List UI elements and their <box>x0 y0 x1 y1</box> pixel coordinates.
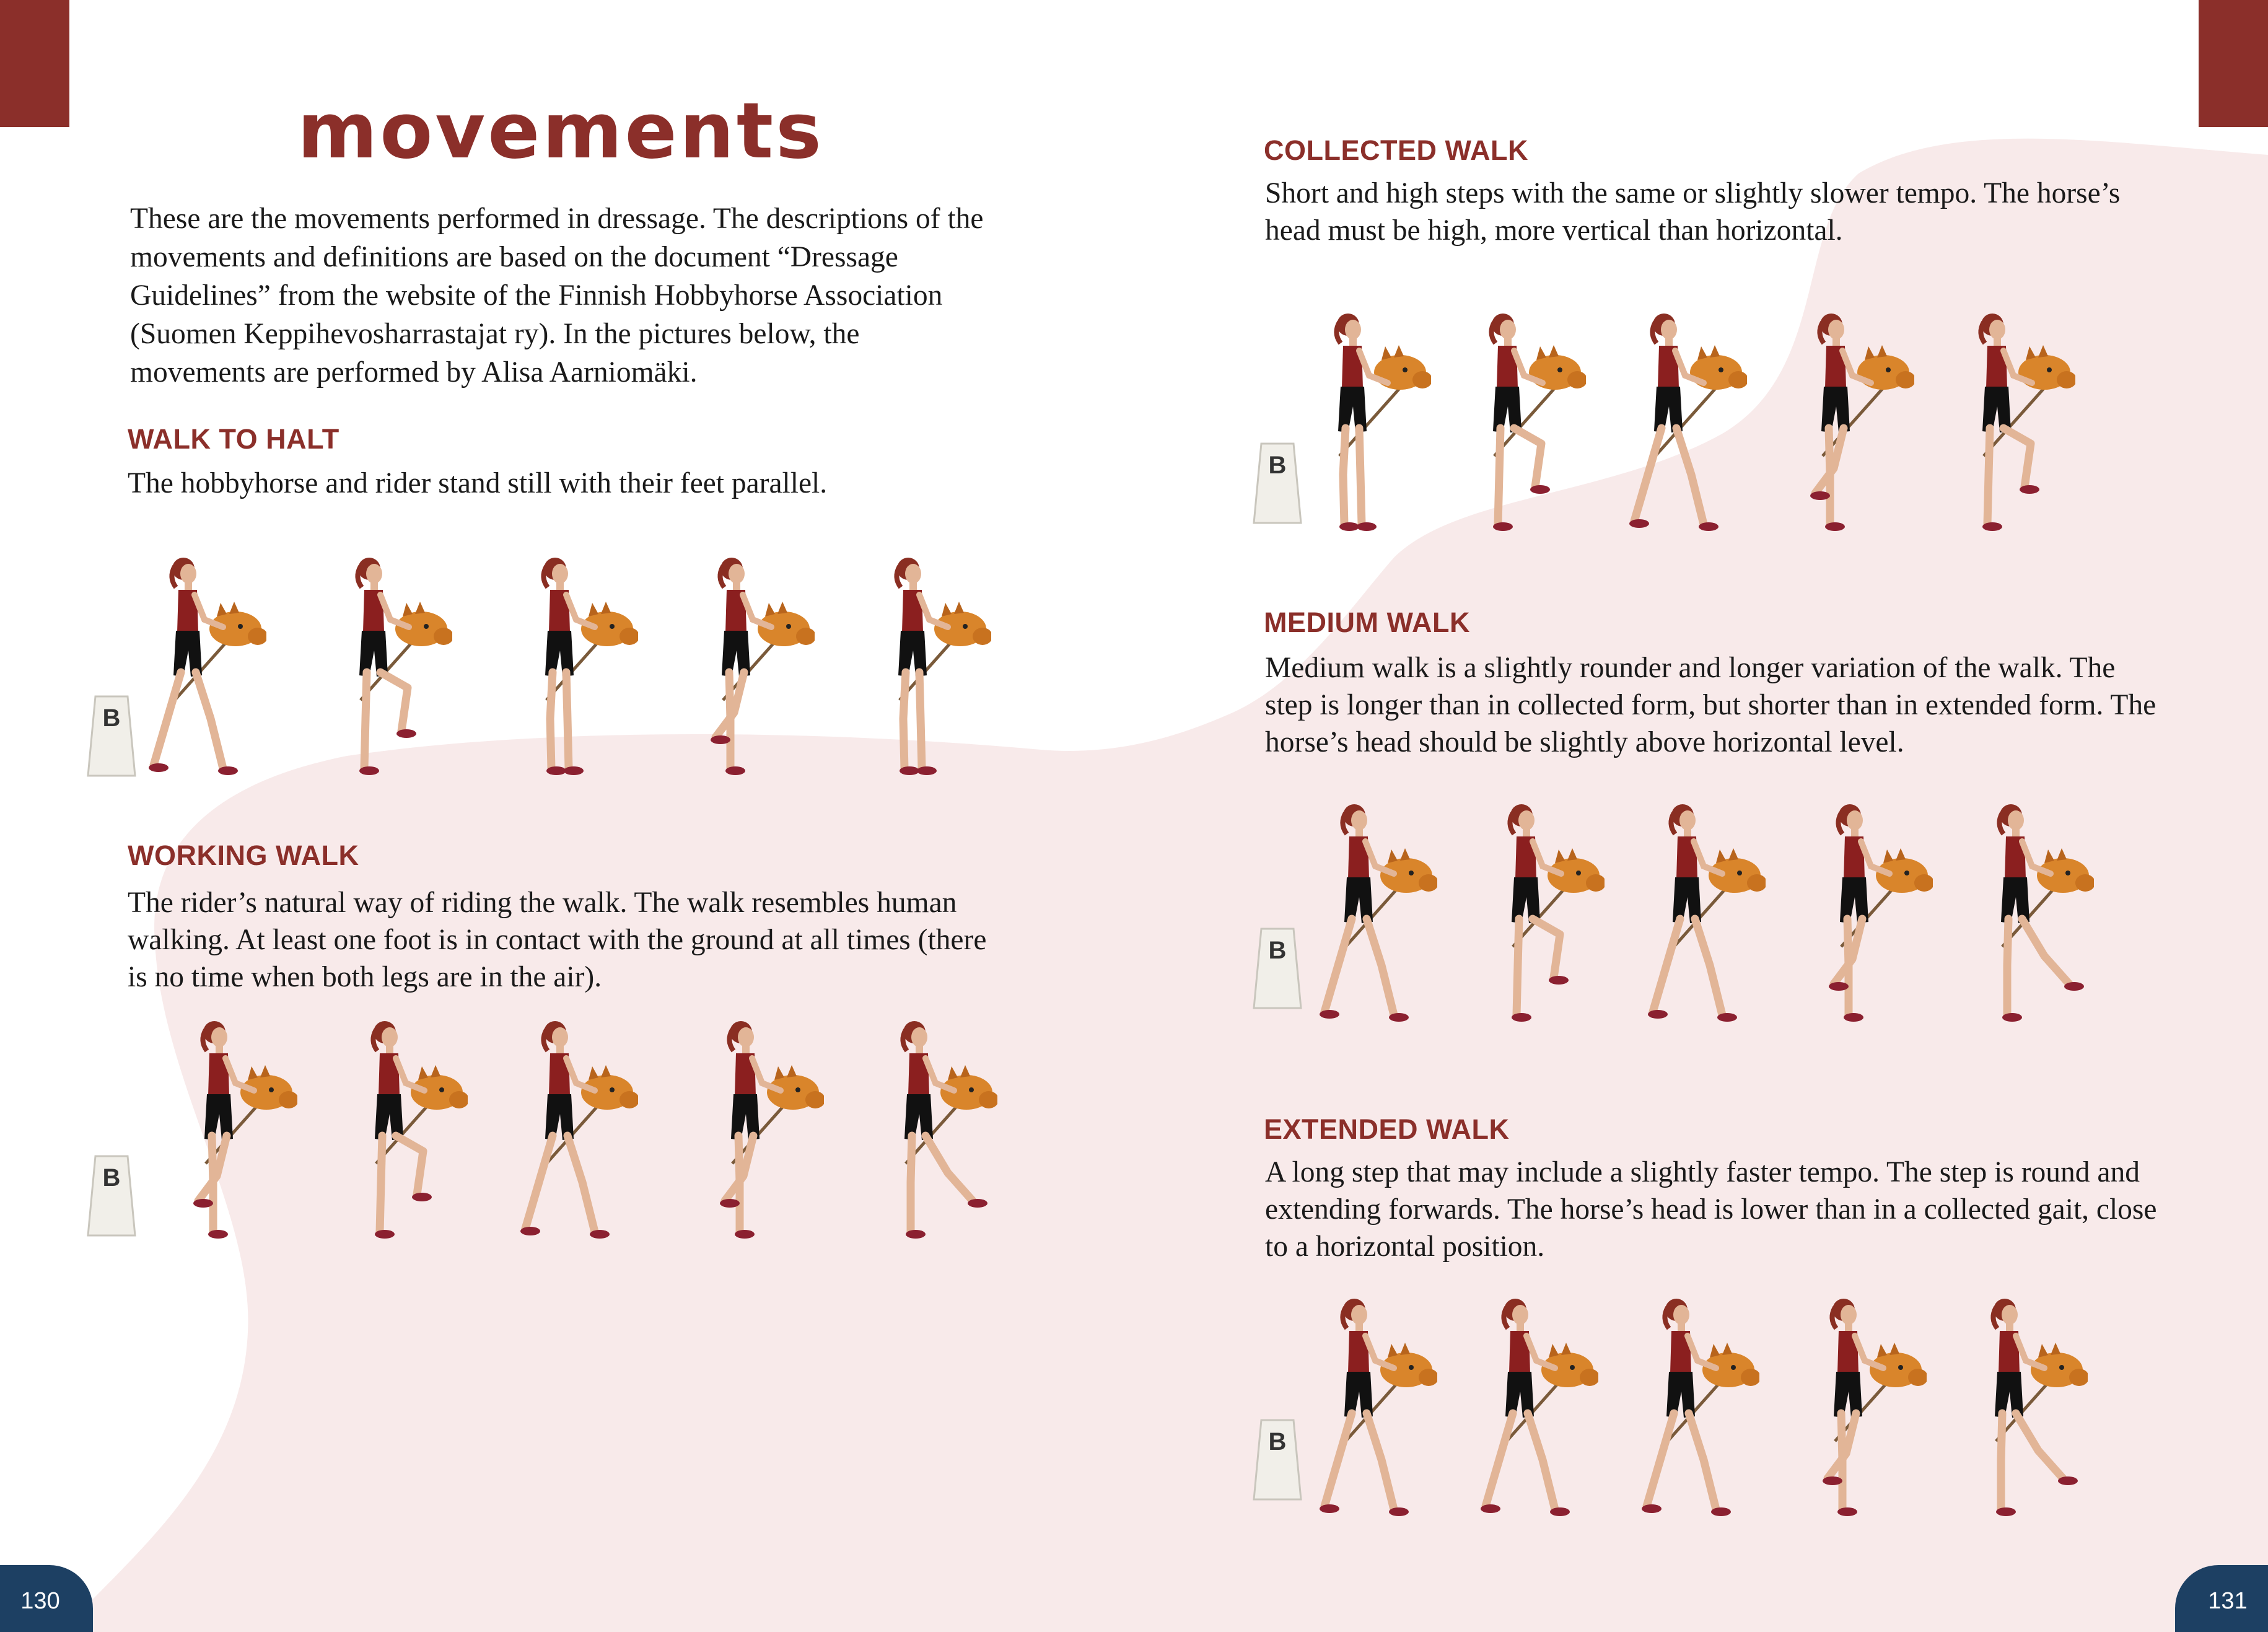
heading-collected-walk: COLLECTED WALK <box>1264 134 1528 166</box>
heading-extended-walk: EXTENDED WALK <box>1264 1113 1510 1145</box>
heading-medium-walk: MEDIUM WALK <box>1264 607 1470 638</box>
rider-figure <box>1790 307 1914 540</box>
page-number-left: 130 <box>0 1565 93 1632</box>
rider-figure <box>1481 798 1605 1030</box>
text-medium-walk: Medium walk is a slightly rounder and longer variation of the walk. The step is longer than in collected form, but shorter than in extended form. The horse’s head should be slightly above horizontal level. <box>1265 652 2156 758</box>
rider-figure <box>1474 1292 1598 1525</box>
rider-figure <box>1803 1292 1927 1525</box>
rider-figure <box>1462 307 1586 540</box>
rider-figure <box>514 1015 638 1247</box>
rider-figure <box>867 551 991 784</box>
marker-letter: B <box>1268 452 1287 479</box>
rider-figure <box>328 551 452 784</box>
page-number-right: 131 <box>2175 1565 2268 1632</box>
page-title: movements <box>297 87 824 176</box>
text-collected-walk: Short and high steps with the same or slightly slower tempo. The horse’s head must be high, more vertical than horizontal. <box>1265 177 2121 247</box>
dressage-marker-b <box>1253 926 1302 1011</box>
text-extended-walk: A long step that may include a slightly faster tempo. The step is round and extending forwards. The horse’s head is lower than in a collected gait, close to a horizontal position. <box>1265 1156 2157 1263</box>
rider-figure <box>1313 798 1437 1030</box>
rider-figure <box>344 1015 468 1247</box>
rider-figure <box>1642 798 1766 1030</box>
heading-working-walk: WORKING WALK <box>128 840 359 871</box>
rider-figure <box>1970 798 2094 1030</box>
text-walk-to-halt: The hobbyhorse and rider stand still with their feet parallel. <box>128 467 828 499</box>
rider-figure <box>1951 307 2075 540</box>
rider-figure <box>1307 307 1431 540</box>
marker-letter: B <box>102 704 121 732</box>
dressage-marker-b <box>1253 441 1302 525</box>
dressage-marker-b <box>87 694 136 778</box>
heading-walk-to-halt: WALK TO HALT <box>128 423 339 455</box>
rider-figure <box>873 1015 997 1247</box>
rider-figure <box>1964 1292 2088 1525</box>
dressage-marker-b <box>87 1154 136 1238</box>
corner-tab-left <box>0 0 69 127</box>
rider-figure <box>1635 1292 1759 1525</box>
rider-figure <box>691 551 815 784</box>
rider-figure <box>1313 1292 1437 1525</box>
marker-letter: B <box>1268 1428 1287 1455</box>
marker-letter: B <box>102 1164 121 1191</box>
rider-figure <box>1623 307 1747 540</box>
marker-letter: B <box>1268 937 1287 964</box>
rider-figure <box>1809 798 1933 1030</box>
corner-tab-right <box>2199 0 2268 127</box>
rider-figure <box>700 1015 824 1247</box>
rider-figure <box>514 551 638 784</box>
text-working-walk: The rider’s natural way of riding the walk. The walk resembles human walking. At least one foot is in contact with the ground at all times (there is no time when both legs are in the air). <box>128 887 987 993</box>
dressage-marker-b <box>1253 1418 1302 1502</box>
intro-paragraph: These are the movements performed in dressage. The descriptions of the movements and definitions are based on the document “Dressage Guidelines” from the website of the Finnish Hobbyhorse Association (Suomen Keppihevosharrastajat ry). In the pictures below, the movements are performed by Alisa Aarniomäki. <box>130 203 984 388</box>
rider-figure <box>173 1015 297 1247</box>
rider-figure <box>142 551 266 784</box>
